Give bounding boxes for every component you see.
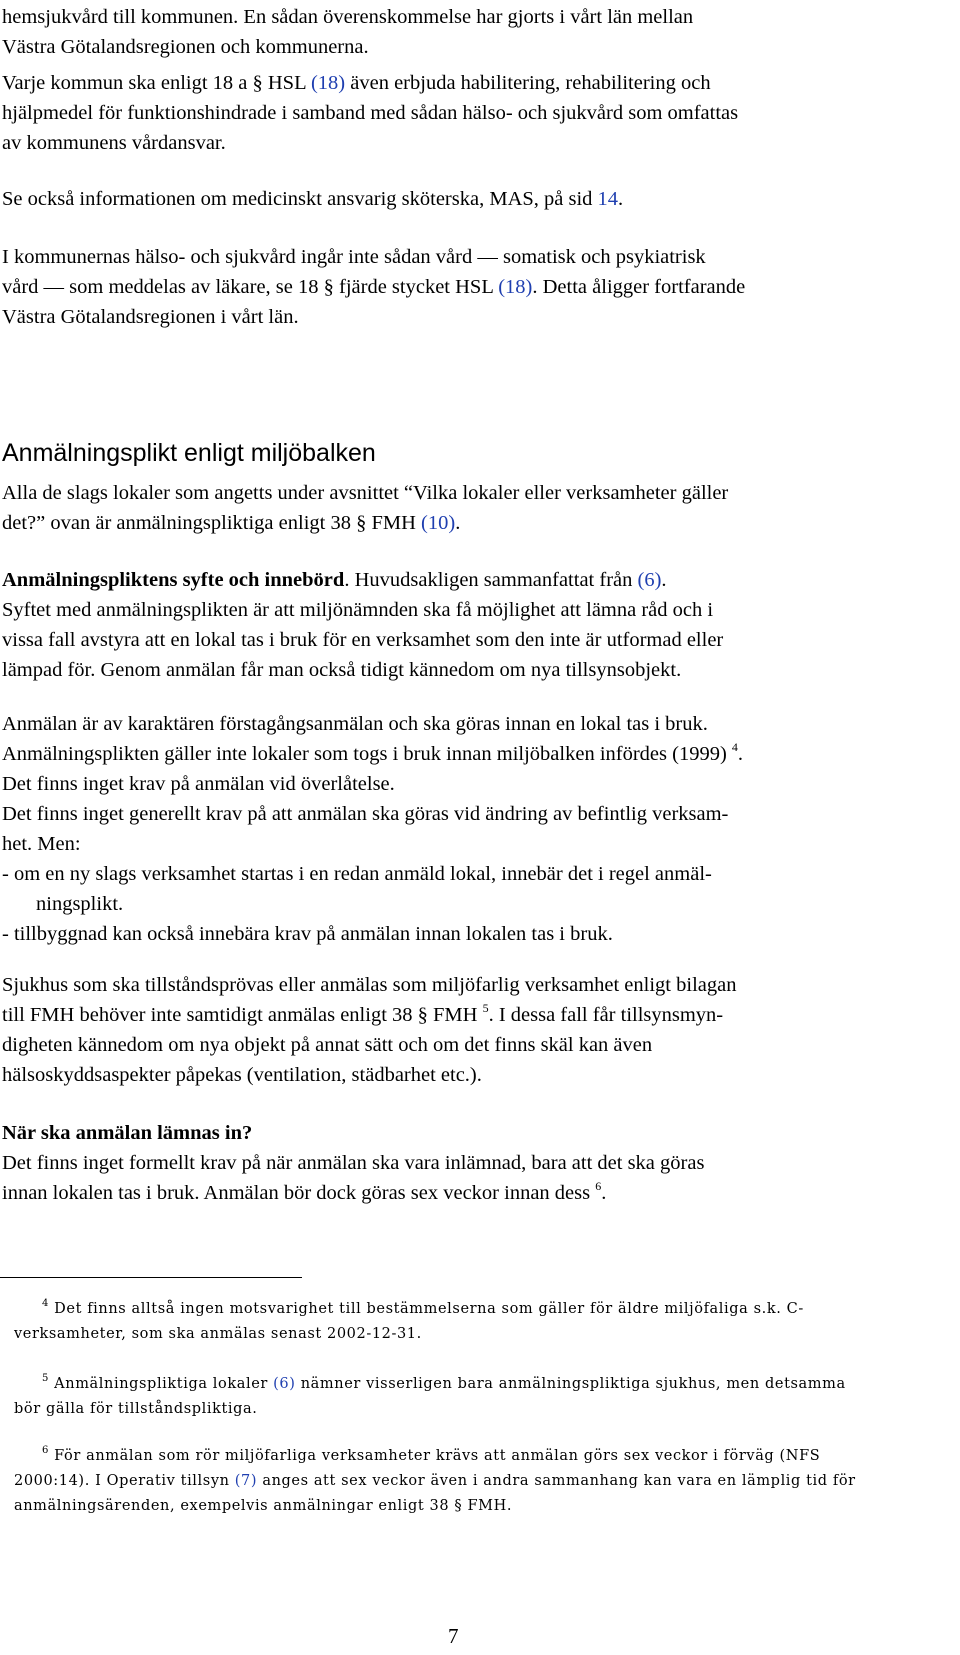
text-line: . bbox=[661, 569, 667, 591]
footnote-line: bör gälla för tillståndspliktiga. bbox=[14, 1401, 258, 1417]
text-line: Anmälningsplikten gäller inte lokaler som togs i bruk innan miljöbalken infördes (1999) bbox=[2, 743, 732, 765]
footnote-text: 2000:14). I Operativ tillsyn bbox=[14, 1473, 235, 1489]
footnote-line: verksamheter, som ska anmälas senast 2002-12-31. bbox=[14, 1326, 422, 1342]
paragraph bbox=[2, 478, 728, 538]
reference-link[interactable]: (6) bbox=[637, 569, 662, 591]
text-line: . bbox=[737, 743, 744, 765]
page-number: 7 bbox=[448, 1624, 459, 1648]
text-line: Syftet med anmälningsplikten är att miljönämnden ska få möjlighet att lämna råd och i bbox=[2, 599, 714, 621]
footnote-number: 5 bbox=[42, 1373, 49, 1384]
footnote-marker[interactable]: 6 bbox=[595, 1179, 602, 1193]
list-item: - om en ny slags verksamhet startas i en redan anmäld lokal, innebär det i regel anmäl- bbox=[2, 863, 712, 885]
footnote-number: 6 bbox=[42, 1445, 49, 1456]
text-line: det?” ovan är anmälningspliktiga enligt 38 § FMH bbox=[2, 512, 422, 534]
footnote-text: anges att sex veckor även i andra sammanhang kan vara en lämplig tid för bbox=[257, 1473, 856, 1489]
paragraph bbox=[2, 565, 723, 685]
footnote-line bbox=[14, 1373, 846, 1392]
text-line: I kommunernas hälso- och sjukvård ingår inte sådan vård — somatisk och psykiatrisk bbox=[2, 246, 706, 268]
section-heading: Anmälningsplikt enligt miljöbalken bbox=[2, 439, 376, 467]
text-line: Västra Götalandsregionen och kommunerna. bbox=[2, 36, 369, 58]
text-line: innan lokalen tas i bruk. Anmälan bör dock göras sex veckor innan dess bbox=[2, 1182, 596, 1204]
text-line: . bbox=[601, 1182, 607, 1204]
page-reference-link[interactable]: 14 bbox=[597, 188, 619, 210]
footnote bbox=[14, 1297, 934, 1347]
reference-link[interactable]: (18) bbox=[310, 72, 346, 94]
list-item: - tillbyggnad kan också innebära krav på anmälan innan lokalen tas i bruk. bbox=[2, 923, 613, 945]
text-line: vissa fall avstyra att en lokal tas i bruk för en verksamhet som den inte är utformad eller bbox=[2, 629, 724, 651]
footnote-text: nämner visserligen bara anmälningspliktiga sjukhus, men detsamma bbox=[295, 1376, 846, 1392]
text-line: digheten kännedom om nya objekt på annat sätt och om det finns skäl kan även bbox=[2, 1034, 653, 1056]
reference-link[interactable]: (10) bbox=[421, 512, 456, 534]
paragraph bbox=[2, 184, 623, 214]
text-line: Det finns inget krav på anmälan vid överlåtelse. bbox=[2, 773, 395, 795]
footnote-text: Det finns alltså ingen motsvarighet till bestämmelserna som gäller för äldre miljöfaliga s.k. C- bbox=[48, 1301, 804, 1317]
reference-link[interactable]: (7) bbox=[234, 1473, 258, 1489]
paragraph bbox=[2, 68, 738, 158]
text-line: . bbox=[455, 512, 461, 534]
subheading: Anmälningspliktens syfte och innebörd bbox=[2, 569, 345, 591]
text-line: . Huvudsakligen sammanfattat från bbox=[344, 569, 638, 591]
footnote bbox=[14, 1444, 934, 1519]
text-line: även erbjuda habilitering, rehabilitering och bbox=[345, 72, 711, 94]
footnote-line: anmälningsärenden, exempelvis anmälningar enligt 38 § FMH. bbox=[14, 1498, 513, 1514]
list-item-continuation: ningsplikt. bbox=[36, 893, 124, 915]
text-line: . I dessa fall får tillsynsmyn- bbox=[488, 1004, 724, 1026]
paragraph bbox=[2, 1118, 704, 1208]
text-line: lämpad för. Genom anmälan får man också tidigt kännedom om nya tillsynsobjekt. bbox=[2, 659, 682, 681]
footnote-text: Anmälningspliktiga lokaler bbox=[48, 1376, 274, 1392]
paragraph bbox=[2, 242, 745, 332]
text-line: Det finns inget generellt krav på att anmälan ska göras vid ändring av befintlig verksam- bbox=[2, 803, 729, 825]
footnote-marker[interactable]: 5 bbox=[482, 1001, 489, 1015]
text-line: het. Men: bbox=[2, 833, 81, 855]
text-line: Det finns inget formellt krav på när anmälan ska vara inlämnad, bara att det ska göras bbox=[2, 1152, 705, 1174]
text-line: av kommunens vårdansvar. bbox=[2, 132, 226, 154]
footnote-line bbox=[14, 1445, 821, 1464]
footnote-line bbox=[14, 1298, 804, 1317]
text-line: till FMH behöver inte samtidigt anmälas enligt 38 § FMH bbox=[2, 1004, 483, 1026]
text-line: Varje kommun ska enligt 18 a § HSL bbox=[2, 72, 311, 94]
subheading: När ska anmälan lämnas in? bbox=[2, 1122, 253, 1144]
text-line: Västra Götalandsregionen i vårt län. bbox=[2, 306, 299, 328]
text-line: . Detta åligger fortfarande bbox=[532, 276, 746, 298]
text-line: vård — som meddelas av läkare, se 18 § fjärde stycket HSL bbox=[2, 276, 499, 298]
text-line: hjälpmedel för funktionshindrade i samband med sådan hälso- och sjukvård som omfattas bbox=[2, 102, 739, 124]
paragraph bbox=[2, 970, 736, 1090]
footnote-separator bbox=[0, 1277, 302, 1278]
paragraph bbox=[2, 709, 743, 949]
reference-link[interactable]: (18) bbox=[498, 276, 533, 298]
footnote-line bbox=[14, 1473, 856, 1489]
reference-link[interactable]: (6) bbox=[273, 1376, 296, 1392]
text-line: Se också informationen om medicinskt ansvarig sköterska, MAS, på sid bbox=[2, 188, 598, 210]
text-line: hemsjukvård till kommunen. En sådan överenskommelse har gjorts i vårt län mellan bbox=[2, 6, 694, 28]
text-line: hälsoskyddsaspekter påpekas (ventilation, städbarhet etc.). bbox=[2, 1064, 482, 1086]
text-line: Alla de slags lokaler som angetts under avsnittet “Vilka lokaler eller verksamheter gäller bbox=[2, 482, 729, 504]
footnote-text: För anmälan som rör miljöfarliga verksamheter krävs att anmälan görs sex veckor i förväg (NFS bbox=[48, 1448, 821, 1464]
text-line: Sjukhus som ska tillståndsprövas eller anmälas som miljöfarlig verksamhet enligt bilagan bbox=[2, 974, 737, 996]
footnote-number: 4 bbox=[42, 1298, 49, 1309]
footnote bbox=[14, 1372, 934, 1422]
text-line: . bbox=[618, 188, 624, 210]
paragraph bbox=[2, 2, 693, 62]
text-line: Anmälan är av karaktären förstagångsanmälan och ska göras innan en lokal tas i bruk. bbox=[2, 713, 708, 735]
footnote-marker[interactable]: 4 bbox=[731, 740, 738, 754]
